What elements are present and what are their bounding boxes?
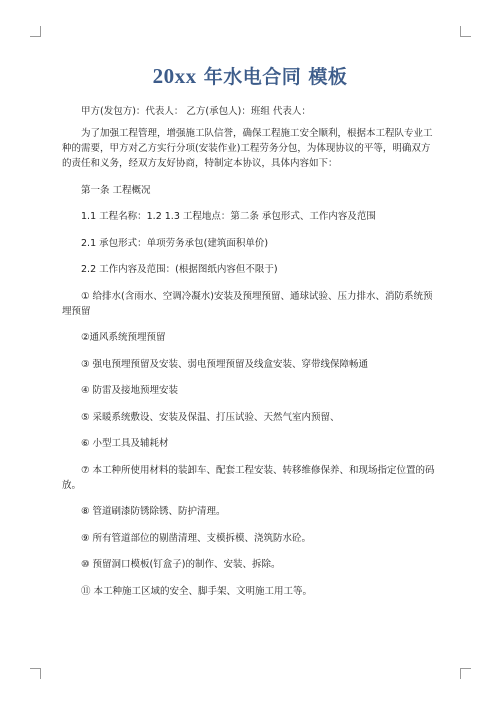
article-1-heading: 第一条 工程概况 xyxy=(81,184,151,196)
clause-2-1: 2.1 承包形式：单项劳务承包(建筑面积单价) xyxy=(81,237,269,249)
document-title xyxy=(0,62,500,89)
parties-line: 甲方(发包方)：代表人： 乙方(承包人)：班组 代表人： xyxy=(81,106,311,117)
scope-item-10: ⑩ 预留洞口模板(钉盒子)的制作、安装、拆除。 xyxy=(81,559,281,570)
clause-1-1: 1.1 工程名称：1.2 1.3 工程地点：第二条 承包形式、工作内容及范围 xyxy=(81,211,376,222)
document-title-number: 20xx xyxy=(152,64,197,88)
clause-2-2: 2.2 工作内容及范围：(根据图纸内容但不限于) xyxy=(81,264,278,275)
scope-item-1: ① 给排水(含雨水、空调冷凝水)安装及预埋预留、通球试验、压力排水、消防系统预埋预留 xyxy=(62,290,433,317)
document-title-text: 年水电合同 模板 xyxy=(196,66,348,88)
scope-item-9: ⑨ 所有管道部位的剔凿清理、支模拆模、浇筑防水砼。 xyxy=(81,532,312,544)
scope-item-3: ③ 强电预埋预留及安装、弱电预埋预留及线盒安装、穿带线保障畅通 xyxy=(81,358,369,370)
crop-mark-bottom-left xyxy=(30,668,41,679)
crop-mark-bottom-right xyxy=(460,668,471,679)
scope-item-4: ④ 防雷及接地预埋安装 xyxy=(81,385,179,396)
scope-item-5: ⑤ 采暖系统敷设、安装及保温、打压试验、天然气室内预留、 xyxy=(81,411,340,423)
document-body xyxy=(62,104,438,610)
scope-item-2: ②通风系统预埋预留 xyxy=(81,332,166,343)
crop-mark-top-left xyxy=(30,26,41,37)
crop-mark-top-right xyxy=(460,26,471,37)
scope-item-11: ⑪ 本工种施工区域的安全、脚手架、文明施工用工等。 xyxy=(81,585,313,597)
preamble-paragraph: 为了加强工程管理，增强施工队信誉，确保工程施工安全顺利，根据本工程队专业工种的需要，甲方对乙方实行分项(安装作业)工程劳务分包，为体现协议的平等，明确双方的责任和义务，经双方友好协商，特制定本协议，具体内容如下： xyxy=(62,128,433,169)
scope-item-7: ⑦ 本工种所使用材料的装卸车、配套工程安装、转移维修保养、和现场指定位置的码放。 xyxy=(62,464,435,491)
scope-item-6: ⑥ 小型工具及辅耗材 xyxy=(81,438,169,449)
scope-item-8: ⑧ 管道刷漆防锈除锈、防护清理。 xyxy=(81,506,226,517)
